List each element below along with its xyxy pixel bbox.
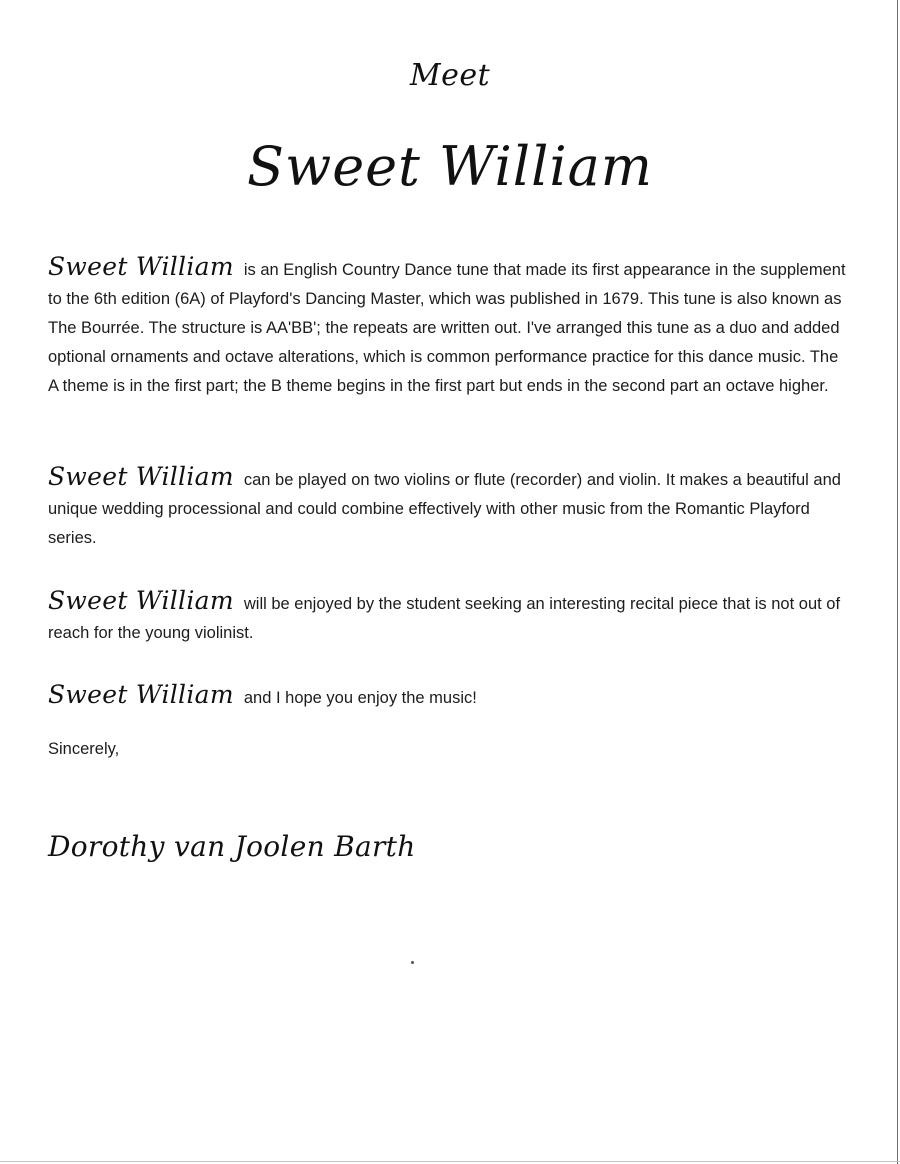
paragraph-intro [48,252,848,401]
paragraph-text: is an English Country Dance tune that made its first appearance in the supplement to the 6th edition (6A) of Playford's Dancing Master, which was published in 1679. This tune is also known as The Bourrée. The structure is AA'BB'; the repeats are written out. I've arranged this tune as a duo and added optional ornaments and octave alterations, which is common performance practice for this dance music. The A theme is in the first part; the B theme begins in the first part but ends in the second part an octave higher. [48,261,846,395]
paragraph-text: will be enjoyed by the student seeking an interesting recital piece that is not out of reach for the young violinist. [48,595,841,642]
paragraph-text: can be played on two violins or flute (recorder) and violin. It makes a beautiful and unique wedding processional and could combine effectively with other music from the Romantic Playford series. [48,471,841,547]
signature: Dorothy van Joolen Barth [48,830,416,863]
paragraph-lead-title: Sweet William [48,586,234,615]
paragraph-instruments [48,462,848,553]
paragraph-enjoy [48,680,848,713]
paragraph-text: and I hope you enjoy the music! [243,689,477,707]
paragraph-student [48,586,848,648]
paragraph-lead-title: Sweet William [48,680,234,709]
scan-speck [411,961,414,964]
page-bottom-border [0,1161,900,1162]
heading-meet: Meet [409,58,491,93]
paragraph-lead-title: Sweet William [48,462,234,491]
closing-salutation: Sincerely, [48,740,120,758]
paragraph-lead-title: Sweet William [48,252,234,281]
page-title: Sweet William [246,135,654,198]
